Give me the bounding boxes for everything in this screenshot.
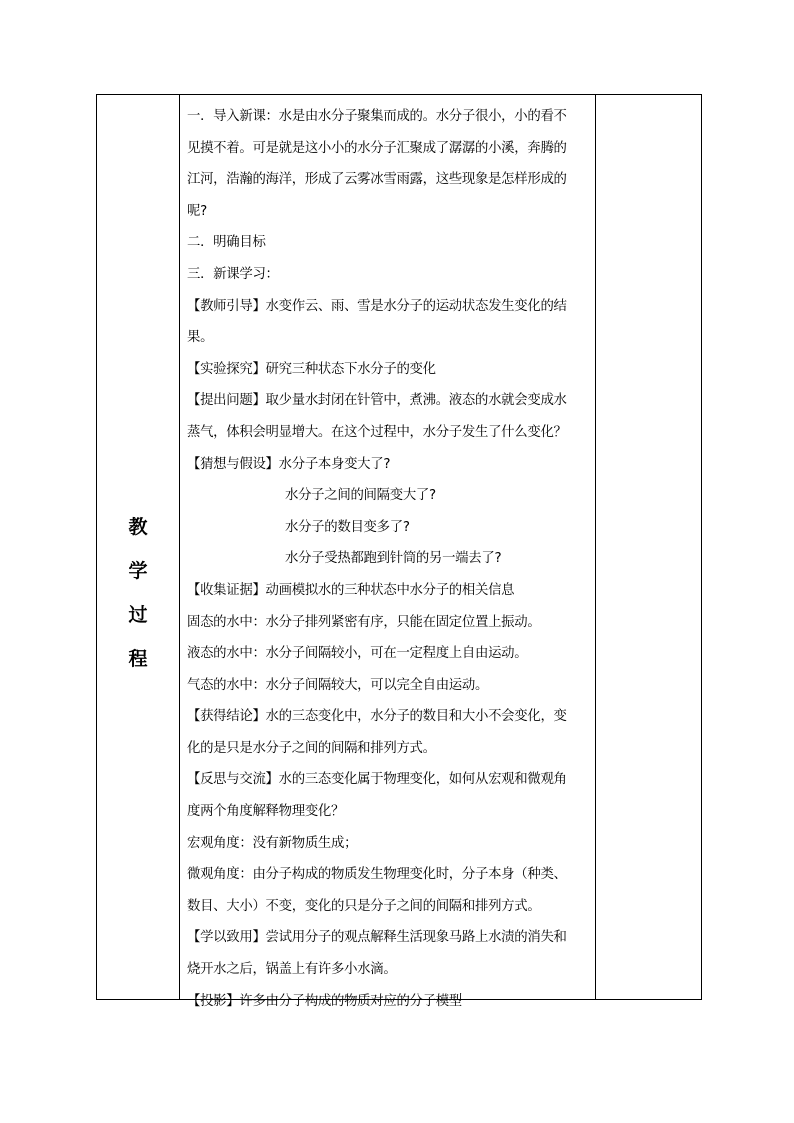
text-line: 【实验探究】研究三种状态下水分子的变化 [187, 361, 436, 377]
text-line: 【投影】许多由分子构成的物质对应的分子模型 [187, 993, 462, 1009]
section-label-char: 学 [128, 560, 148, 582]
text-line: 【提出问题】取少量水封闭在针管中，煮沸。液态的水就会变成水 [187, 393, 567, 409]
text-line: 蒸气，体积会明显增大。在这个过程中，水分子发生了什么变化？ [187, 424, 567, 440]
section-label-char: 过 [128, 604, 148, 626]
text-line: 数目、大小）不变，变化的只是分子之间的间隔和排列方式。 [187, 898, 541, 914]
text-line: 【猜想与假设】水分子本身变大了? [187, 456, 391, 472]
section-label [97, 505, 179, 681]
text-line: 化的是只是水分子之间的间隔和排列方式。 [187, 740, 436, 756]
text-line: 见摸不着。可是就是这小小的水分子汇聚成了潺潺的小溪，奔腾的 [187, 140, 567, 156]
text-line: 水分子的数目变多了? [285, 519, 410, 535]
text-line: 【反思与交流】水的三态变化属于物理变化，如何从宏观和微观角 [187, 772, 567, 788]
text-line: 固态的水中：水分子排列紧密有序，只能在固定位置上振动。 [187, 614, 541, 630]
text-line: 水分子之间的间隔变大了? [285, 488, 436, 504]
text-line: 一．导入新课：水是由水分子聚集而成的。水分子很小，小的看不 [187, 109, 567, 124]
lesson-content [187, 101, 591, 1017]
text-line: 度两个角度解释物理变化？ [187, 804, 345, 820]
text-line: 江河，浩瀚的海洋，形成了云雾冰雪雨露，这些现象是怎样形成的 [187, 172, 567, 188]
text-line: 气态的水中：水分子间隔较大，可以完全自由运动。 [187, 677, 489, 693]
text-line: 【收集证据】动画模拟水的三种状态中水分子的相关信息 [187, 582, 515, 598]
column-divider-right [595, 95, 596, 999]
text-line: 三．新课学习： [187, 266, 279, 282]
text-line: 宏观角度：没有新物质生成； [187, 835, 358, 851]
text-line: 【学以致用】尝试用分子的观点解释生活现象马路上水渍的消失和 [187, 930, 567, 946]
text-line: 二．明确目标 [187, 235, 266, 251]
text-line: 【教师引导】水变作云、雨、雪是水分子的运动状态发生变化的结 [187, 298, 567, 314]
text-line: 微观角度：由分子构成的物质发生物理变化时，分子本身（种类、 [187, 867, 567, 883]
text-line: 水分子受热都跑到针筒的另一端去了? [285, 551, 502, 567]
section-label-char: 教 [128, 516, 148, 538]
text-line: 果。 [187, 330, 214, 346]
section-label-char: 程 [128, 648, 148, 670]
text-line: 【获得结论】水的三态变化中，水分子的数目和大小不会变化，变 [187, 709, 567, 725]
column-divider-left [179, 95, 180, 999]
lesson-table [96, 94, 702, 1009]
text-line: 烧开水之后，锅盖上有许多小水滴。 [187, 962, 397, 978]
text-line: 呢? [187, 203, 207, 219]
text-line: 液态的水中：水分子间隔较小，可在一定程度上自由运动。 [187, 646, 528, 662]
